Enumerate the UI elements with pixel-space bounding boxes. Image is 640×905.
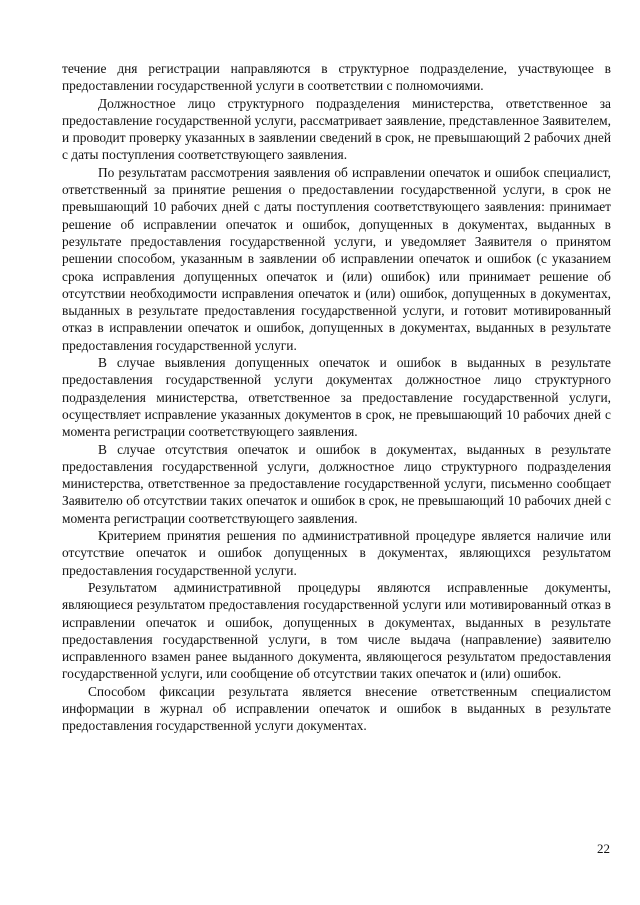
document-body — [62, 60, 611, 735]
paragraph-criterion: Критерием принятия решения по административной процедуре является наличие или отсутствие опечаток и ошибок допущенных в документах, являющихся результатом предоставления государственной услуги. — [62, 528, 611, 578]
paragraph-result: Результатом административной процедуры являются исправленные документы, являющиеся результатом предоставления государственной услуги или мотивированный отказ в исправлении опечаток и ошибок, допущенных в документах, выданных в результате предоставления государственной услуги, в том числе выдача (направление) заявителю исправленного взамен ранее выданного документа, являющегося результатом предоставления государственной услуги, или сообщение об отсутствии таких опечаток и (или) ошибок. — [62, 579, 611, 682]
paragraph-fixation: Способом фиксации результата является внесение ответственным специалистом информации в журнал об исправлении опечаток и ошибок в выданных в результате предоставления государственной услуги документах. — [62, 683, 611, 734]
paragraph-continuation: течение дня регистрации направляются в структурное подразделение, участвующее в предоставлении государственной услуги в соответствии с полномочиями. — [62, 61, 611, 94]
page-number: 22 — [597, 841, 610, 856]
paragraph-errors-found: В случае выявления допущенных опечаток и ошибок в выданных в результате предоставления государственной услуги документах должностное лицо структурного подразделения министерства, ответственное за предоставление государственной услуги, осуществляет исправление указанных документов в срок, не превышающий 10 рабочих дней с момента регистрации соответствующего заявления. — [62, 355, 611, 440]
paragraph-review-term: Должностное лицо структурного подразделения министерства, ответственное за предоставление государственной услуги, рассматривает заявление, представленное Заявителем, и проводит проверку указанных в заявлении сведений в срок, не превышающий 2 рабочих дней с даты поступления соответствующего заявления. — [62, 95, 611, 163]
paragraph-no-errors: В случае отсутствия опечаток и ошибок в документах, выданных в результате предоставления государственной услуги, должностное лицо структурного подразделения министерства, ответственное за предоставление государственной услуги, письменно сообщает Заявителю об отсутствии таких опечаток и ошибок в срок, не превышающий 10 рабочих дней с момента регистрации соответствующего заявления. — [62, 441, 611, 526]
paragraph-decision: По результатам рассмотрения заявления об исправлении опечаток и ошибок специалист, ответственный за принятие решения о предоставлении государственной услуги, в срок не превышающий 10 рабочих дней с даты поступления соответствующего заявления: принимает решение об исправлении опечаток и ошибок, допущенных в документах, выданных в результате предоставления государственной услуги, и уведомляет Заявителя о принятом решении способом, указанным в заявлении об исправлении опечаток и ошибок (с указанием срока исправления допущенных опечаток и (или) ошибок) или принимает решение об отсутствии необходимости исправления опечаток и (или) ошибок, допущенных в документах, выданных в результате предоставления государственной услуги, и готовит мотивированный отказ в исправлении опечаток и ошибок, допущенных в документах, выданных в результате предоставления государственной услуги. — [62, 164, 611, 353]
